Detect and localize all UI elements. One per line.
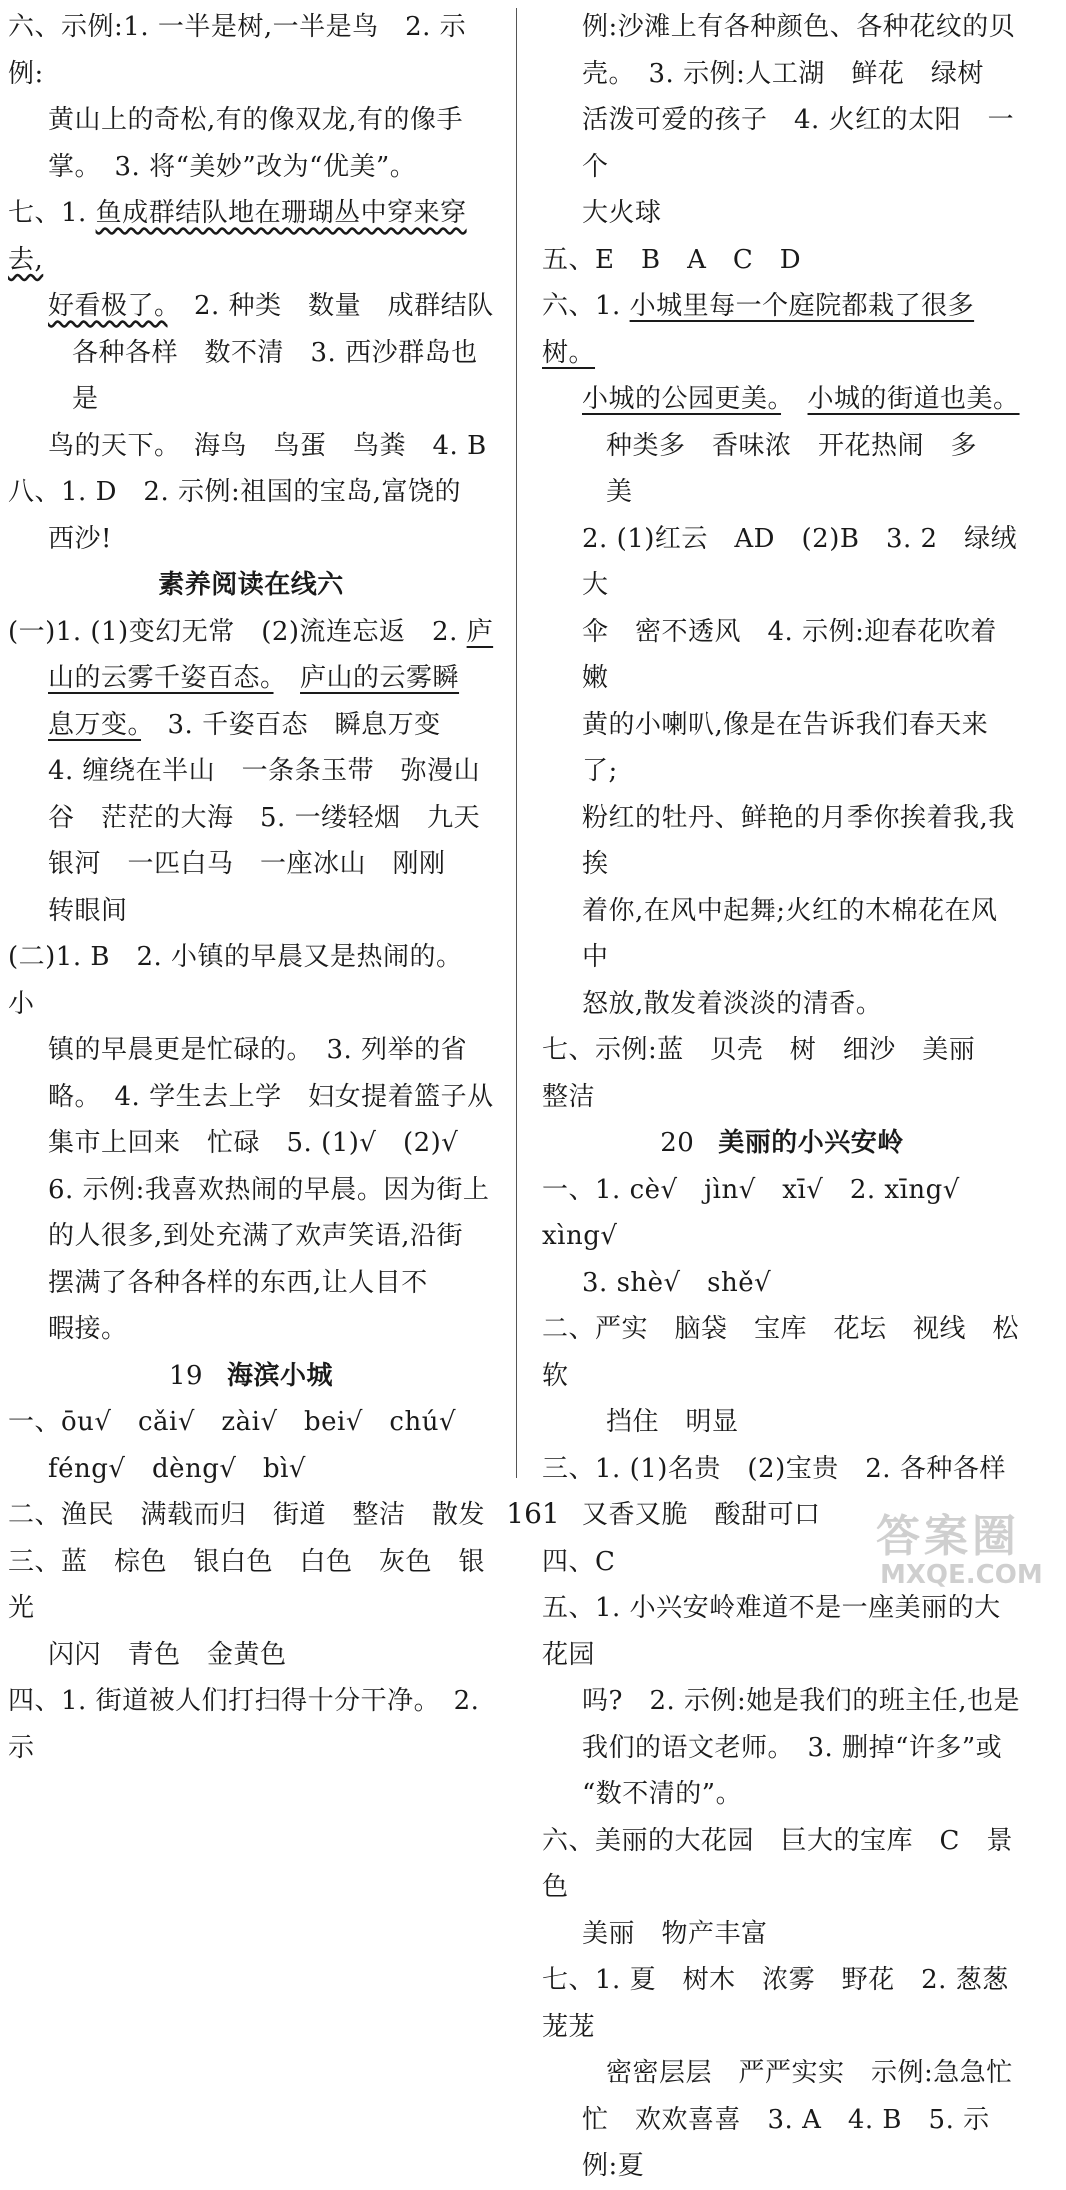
left-l19-s4-line1: 四、1. 街道被人们打扫得十分干净。 2. 示 [8, 1686, 480, 1763]
section-label: 七、 [8, 198, 62, 228]
right-s6-line7: 粉红的牡丹、鲜艳的月季你挨着我,我挨 [582, 802, 1015, 879]
section-label: 六、 [8, 12, 62, 42]
left-s7-line2: 好看极了。 2. 种类 数量 成群结队 [48, 291, 494, 321]
left-l19-s1-line2: féng√ dèng√ bì√ [48, 1453, 306, 1484]
section-label: 五、 [542, 1593, 596, 1623]
right-l20-s5-line1: 五、1. 小兴安岭难道不是一座美丽的大花园 [542, 1593, 1001, 1670]
left-l19-s3-line2: 闪闪 青色 金黄色 [48, 1639, 287, 1670]
wavy-underline-text: 鱼成群结队地在珊瑚丛中穿来穿去, [8, 198, 467, 275]
right-l20-s6-line2: 美丽 物产丰富 [582, 1918, 768, 1949]
right-l20-s4-line1: 四、C [542, 1546, 616, 1577]
reading-section-title: 素养阅读在线六 [158, 570, 344, 600]
right-s6-line3: 种类多 香味浓 开花热闹 多 美 [606, 430, 1004, 507]
left-r1-line4: 4. 缠绕在半山 一条条玉带 弥漫山 [48, 756, 481, 786]
left-s7-line3: 各种各样 数不清 3. 西沙群岛也是 [72, 337, 478, 414]
lesson-19-title: 19 海滨小城 [168, 1360, 334, 1391]
right-s6-line9: 怒放,散发着淡淡的清香。 [582, 988, 883, 1019]
left-r2-line8: 暇接。 [48, 1314, 128, 1344]
section-label: 一、 [8, 1407, 62, 1437]
right-l20-s2-line1: 二、严实 脑袋 宝库 花坛 视线 松软 [542, 1314, 1020, 1391]
left-s7-line1: 七、1. 鱼成群结队地在珊瑚丛中穿来穿去, [8, 198, 467, 275]
left-r2-line6: 的人很多,到处充满了欢声笑语,沿街 [48, 1221, 464, 1251]
left-s6-line3: 掌。 3. 将“美妙”改为“优美”。 [48, 151, 417, 182]
right-cont-line2: 壳。 3. 示例:人工湖 鲜花 绿树 [582, 58, 984, 89]
left-r1-line2 [8, 655, 494, 702]
section-label: 五、 [542, 244, 596, 275]
section-label: 一、 [542, 1174, 596, 1205]
left-r1-line5: 谷 茫茫的大海 5. 一缕轻烟 九天 [48, 802, 481, 833]
left-r1-line7: 转眼间 [48, 895, 128, 926]
left-r2-line5: 6. 示例:我喜欢热闹的早晨。因为街上 [48, 1174, 490, 1205]
right-l20-s2-line2: 挡住 明显 [606, 1407, 739, 1437]
left-r2-line1: (二)1. B 2. 小镇的早晨又是热闹的。 小 [8, 942, 477, 1019]
right-s7-line1: 七、示例:蓝 贝壳 树 细沙 美丽 整洁 [542, 1035, 1002, 1112]
right-cont-line3: 活泼可爱的孩子 4. 火红的太阳 一个 [582, 105, 1015, 182]
right-l20-s1-line2: 3. shè√ shě√ [582, 1267, 772, 1298]
watermark-url: MXQE.COM [880, 1560, 1043, 1590]
underlined-text: 山的云雾千姿百态。 [48, 663, 274, 693]
left-r1-line1: (一)1. (1)变幻无常 (2)流连忘返 2. 庐 [8, 616, 494, 647]
right-l20-s3-line2: 又香又脆 酸甜可口 [582, 1500, 821, 1530]
section-label: 七、 [542, 1965, 596, 1995]
underlined-text: 小城的街道也美。 [807, 384, 1020, 414]
left-s6-line2: 黄山上的奇松,有的像双龙,有的像手 [48, 105, 464, 135]
right-l20-s5-line4: “数不清的”。 [582, 1779, 743, 1809]
right-s5-line1: 五、E B A C D [542, 244, 802, 275]
underlined-text: 小城里每一个庭院都栽了很多树。 [542, 291, 975, 368]
column-divider [516, 8, 517, 1478]
section-label: 三、 [542, 1453, 596, 1484]
left-s7-line4: 鸟的天下。 海鸟 鸟蛋 鸟粪 4. B [48, 430, 487, 461]
underlined-text: 庐山的云雾瞬 [300, 663, 460, 693]
left-s8-line1: 八、1. D 2. 示例:祖国的宝岛,富饶的 [8, 477, 462, 507]
right-l20-s5-line3: 我们的语文老师。 3. 删掉“许多”或 [582, 1732, 1003, 1763]
right-cont-line4: 大火球 [582, 198, 662, 228]
right-s6-line8: 着你,在风中起舞;火红的木棉花在风中 [582, 895, 998, 972]
left-r2-line2: 镇的早晨更是忙碌的。 3. 列举的省 [48, 1035, 468, 1065]
left-l19-s3-line1: 三、蓝 棕色 银白色 白色 灰色 银光 [8, 1546, 486, 1623]
wavy-underline-text: 好看极了。 [48, 291, 168, 321]
right-s6-line5: 伞 密不透风 4. 示例:迎春花吹着嫩 [582, 616, 997, 693]
section-label: 四、 [8, 1686, 62, 1716]
left-l19-s1-line1: 一、ōu√ cǎi√ zài√ bei√ chú√ [8, 1407, 457, 1437]
left-r1-line3: 息万变。 3. 千姿百态 瞬息万变 [48, 709, 441, 740]
section-label: 二、 [542, 1314, 596, 1344]
section-label: 六、 [542, 291, 596, 321]
underlined-text: 小城的公园更美。 [582, 384, 782, 414]
right-l20-s1-line1: 一、1. cè√ jìn√ xī√ 2. xīng√ xìng√ [542, 1174, 987, 1251]
section-label: 六、 [542, 1825, 596, 1856]
section-label: (一) [8, 616, 56, 647]
watermark-title: 答案圈 [876, 1511, 1020, 1562]
right-s6-line1: 六、1. 小城里每一个庭院都栽了很多树。 [542, 291, 975, 368]
left-l19-s2-line1: 二、渔民 满载而归 街道 整洁 散发 [8, 1500, 486, 1530]
left-r1-line6: 银河 一匹白马 一座冰山 刚刚 [48, 849, 446, 879]
right-l20-s6-line1: 六、美丽的大花园 巨大的宝库 C 景色 [542, 1825, 1013, 1902]
right-cont-line1: 例:沙滩上有各种颜色、各种花纹的贝 [582, 12, 1016, 42]
section-label: 二、 [8, 1500, 62, 1530]
section-label: 四、 [542, 1546, 596, 1577]
right-l20-s7-line3: 忙 欢欢喜喜 3. A 4. B 5. 示例:夏 [582, 2104, 990, 2181]
section-label: (二) [8, 942, 56, 972]
section-label: 三、 [8, 1546, 62, 1577]
left-r2-line7: 摆满了各种各样的东西,让人目不 [48, 1267, 428, 1298]
right-column [542, 4, 1022, 2190]
lesson-20-title: 20 美丽的小兴安岭 [660, 1128, 904, 1158]
page-number: 161 [506, 1497, 560, 1530]
left-r2-line3: 略。 4. 学生去上学 妇女提着篮子从 [48, 1081, 494, 1112]
right-s6-line2 [542, 376, 1022, 423]
right-l20-s3-line1: 三、1. (1)名贵 (2)宝贵 2. 各种各样 [542, 1453, 1006, 1484]
left-s6-line1: 六、示例:1. 一半是树,一半是鸟 2. 示例: [8, 12, 467, 89]
underlined-text: 庐 [466, 616, 494, 647]
section-label: 七、 [542, 1035, 596, 1065]
left-s8-line2: 西沙! [48, 523, 112, 554]
section-label: 八、 [8, 477, 62, 507]
right-l20-s7-line2: 密密层层 严严实实 示例:急急忙 [606, 2058, 1013, 2088]
underlined-text: 息万变。 [48, 709, 142, 740]
right-s6-line4: 2. (1)红云 AD (2)B 3. 2 绿绒大 [582, 523, 1018, 600]
right-s6-line6: 黄的小喇叭,像是在告诉我们春天来了; [582, 709, 989, 786]
right-l20-s7-line1: 七、1. 夏 树木 浓雾 野花 2. 葱葱茏茏 [542, 1965, 1009, 2042]
left-r2-line4: 集市上回来 忙碌 5. (1)√ (2)√ [48, 1128, 459, 1158]
right-l20-s5-line2: 吗? 2. 示例:她是我们的班主任,也是 [582, 1686, 1021, 1716]
watermark-logo [860, 1500, 1060, 1596]
